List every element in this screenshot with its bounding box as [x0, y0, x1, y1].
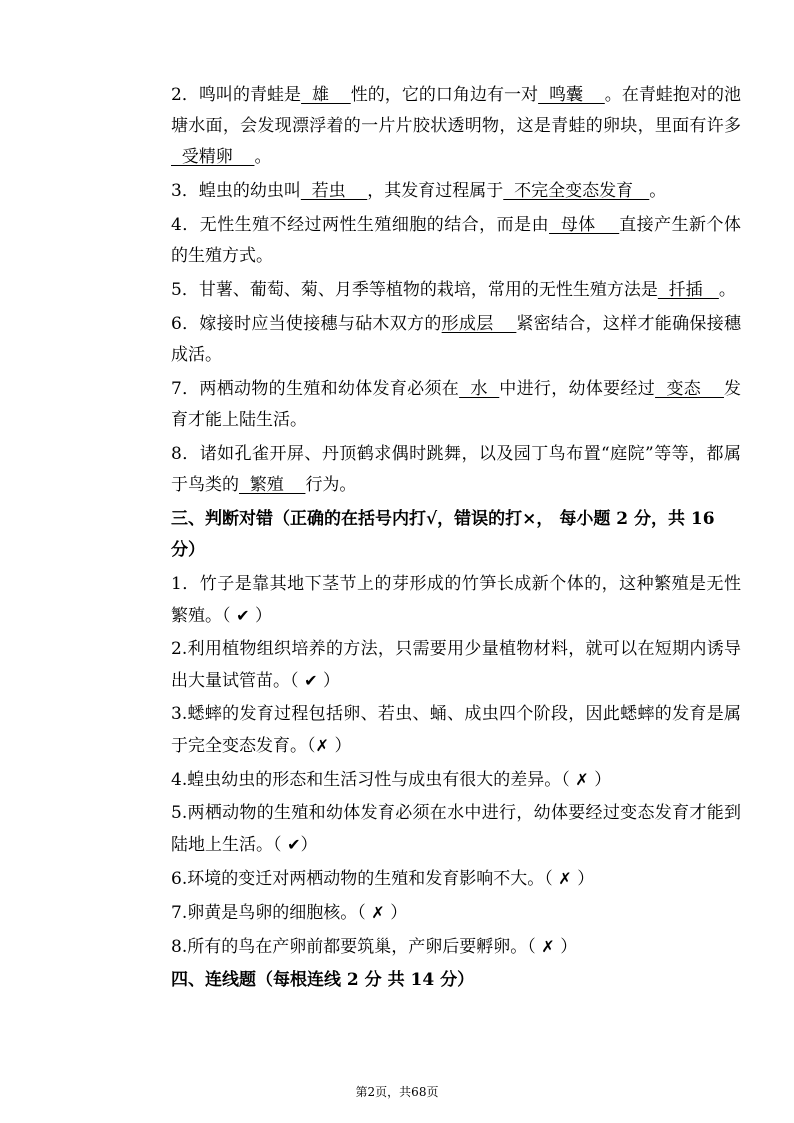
bracket-close: ） [255, 606, 273, 626]
bracket-close: ） [300, 835, 318, 855]
section-3-heading [171, 504, 741, 566]
judge-question-1 [171, 569, 741, 632]
fill-in-question-6 [171, 309, 741, 371]
judge-question-3 [171, 699, 741, 762]
fill-in-question-2 [171, 80, 741, 173]
cross-mark-icon: ✗ [535, 937, 561, 956]
section-title: 三、判断对错 [171, 509, 273, 529]
answer-blank: 若虫 [300, 181, 368, 201]
answer-blank: 繁殖 [239, 475, 306, 495]
question-text: 行为。 [305, 475, 357, 495]
cross-mark-icon: ✗ [552, 869, 578, 888]
bracket-close: ） [577, 869, 595, 889]
question-text: 3．蝗虫的幼虫叫 [171, 181, 301, 201]
judge-question-4 [171, 764, 741, 796]
question-text: 4．无性生殖不经过两性生殖细胞的结合，而是由 [171, 215, 550, 235]
bracket-close: ） [560, 937, 578, 957]
question-text: 6．嫁接时应当使接穗与砧木双方的 [171, 314, 442, 334]
question-text: 5．甘薯、葡萄、菊、月季等植物的栽培，常用的无性生殖方法是 [171, 280, 658, 300]
question-text: 5.两栖动物的生殖和幼体发育必须在水中进行，幼体要经过变态发育才能到陆地上生活。（ [171, 803, 741, 855]
question-text: 8.所有的鸟在产卵前都要筑巢，产卵后要孵卵。（ [171, 937, 536, 957]
question-text: 。在青蛙抱对的池塘水面，会发现漂浮着的一片片胶状透明物，这是青蛙的卵块，里面有许多 [171, 85, 742, 136]
answer-blank: 不完全变态发育 [503, 181, 650, 201]
question-text: 1．竹子是靠其地下茎节上的芽形成的竹笋长成新个体的，这种繁殖是无性繁殖。（ [171, 574, 741, 626]
judge-question-7 [171, 897, 741, 929]
answer-blank: 母体 [549, 215, 620, 235]
cross-mark-icon: ✗ [365, 903, 391, 922]
bracket-close: ） [334, 736, 352, 756]
answer-blank: 形成层 [441, 314, 517, 334]
fill-in-question-8 [171, 439, 741, 501]
judge-question-8 [171, 931, 741, 963]
check-mark-icon: ✔ [281, 835, 301, 854]
judge-question-2 [171, 634, 741, 697]
question-text: 。 [718, 280, 736, 300]
fill-in-question-3 [171, 176, 741, 207]
question-text: 。 [254, 147, 272, 167]
section-4-heading [171, 965, 741, 996]
question-text: 直接产生新个体的生殖方式。 [171, 215, 741, 266]
question-text: 3.蟋蟀的发育过程包括卵、若虫、蛹、成虫四个阶段，因此蟋蟀的发育是属于完全变态发育。（ [171, 704, 741, 756]
answer-blank: 扦插 [657, 280, 719, 300]
page-footer: 第2页，共68页 [355, 1085, 439, 1099]
question-text: 7.卵黄是鸟卵的细胞核。（ [171, 903, 366, 923]
bracket-close: ） [323, 671, 341, 691]
cross-mark-icon: ✗ [569, 770, 595, 789]
question-text: 紧密结合，这样才能确保接穗成活。 [171, 314, 741, 365]
judge-question-5 [171, 798, 741, 861]
question-text: ，其发育过程属于 [367, 181, 504, 201]
check-mark-icon: ✔ [230, 606, 256, 625]
bracket-close: ） [390, 903, 408, 923]
cross-mark-icon: ✗ [315, 736, 335, 755]
fill-in-question-4 [171, 210, 741, 272]
answer-blank: 水 [459, 379, 500, 399]
answer-blank: 鸣囊 [538, 85, 605, 105]
question-text: 2．鸣叫的青蛙是 [171, 85, 302, 105]
check-mark-icon: ✔ [298, 671, 324, 690]
question-text: 发育才能上陆生活。 [171, 379, 741, 430]
answer-blank: 变态 [655, 379, 724, 399]
section-note: （正确的在括号内打√，错误的打×， 每小题 2 分，共 16 分） [171, 509, 715, 560]
question-text: 7．两栖动物的生殖和幼体发育必须在 [171, 379, 460, 399]
question-text: 8．诸如孔雀开屏、丹顶鹤求偶时跳舞，以及园丁鸟布置“庭院”等等，都属于鸟类的 [171, 444, 741, 495]
question-text: 。 [649, 181, 667, 201]
fill-in-question-7 [171, 374, 741, 436]
fill-in-question-5 [171, 275, 741, 306]
section-title: 四、连线题（每根连线 2 分 共 14 分） [171, 970, 475, 990]
bracket-close: ） [594, 770, 612, 790]
question-text: 4.蝗虫幼虫的形态和生活习性与成虫有很大的差异。（ [171, 770, 570, 790]
question-text: 6.环境的变迁对两栖动物的生殖和发育影响不大。（ [171, 869, 553, 889]
question-text: 中进行，幼体要经过 [499, 379, 656, 399]
question-text: 性的，它的口角边有一对 [350, 85, 539, 105]
judge-question-6 [171, 863, 741, 895]
document-body [171, 80, 741, 999]
answer-blank: 受精卵 [171, 147, 255, 167]
question-text: 2.利用植物组织培养的方法，只需要用少量植物材料，就可以在短期内诱导出大量试管苗。（ [171, 639, 741, 691]
answer-blank: 雄 [301, 85, 351, 105]
